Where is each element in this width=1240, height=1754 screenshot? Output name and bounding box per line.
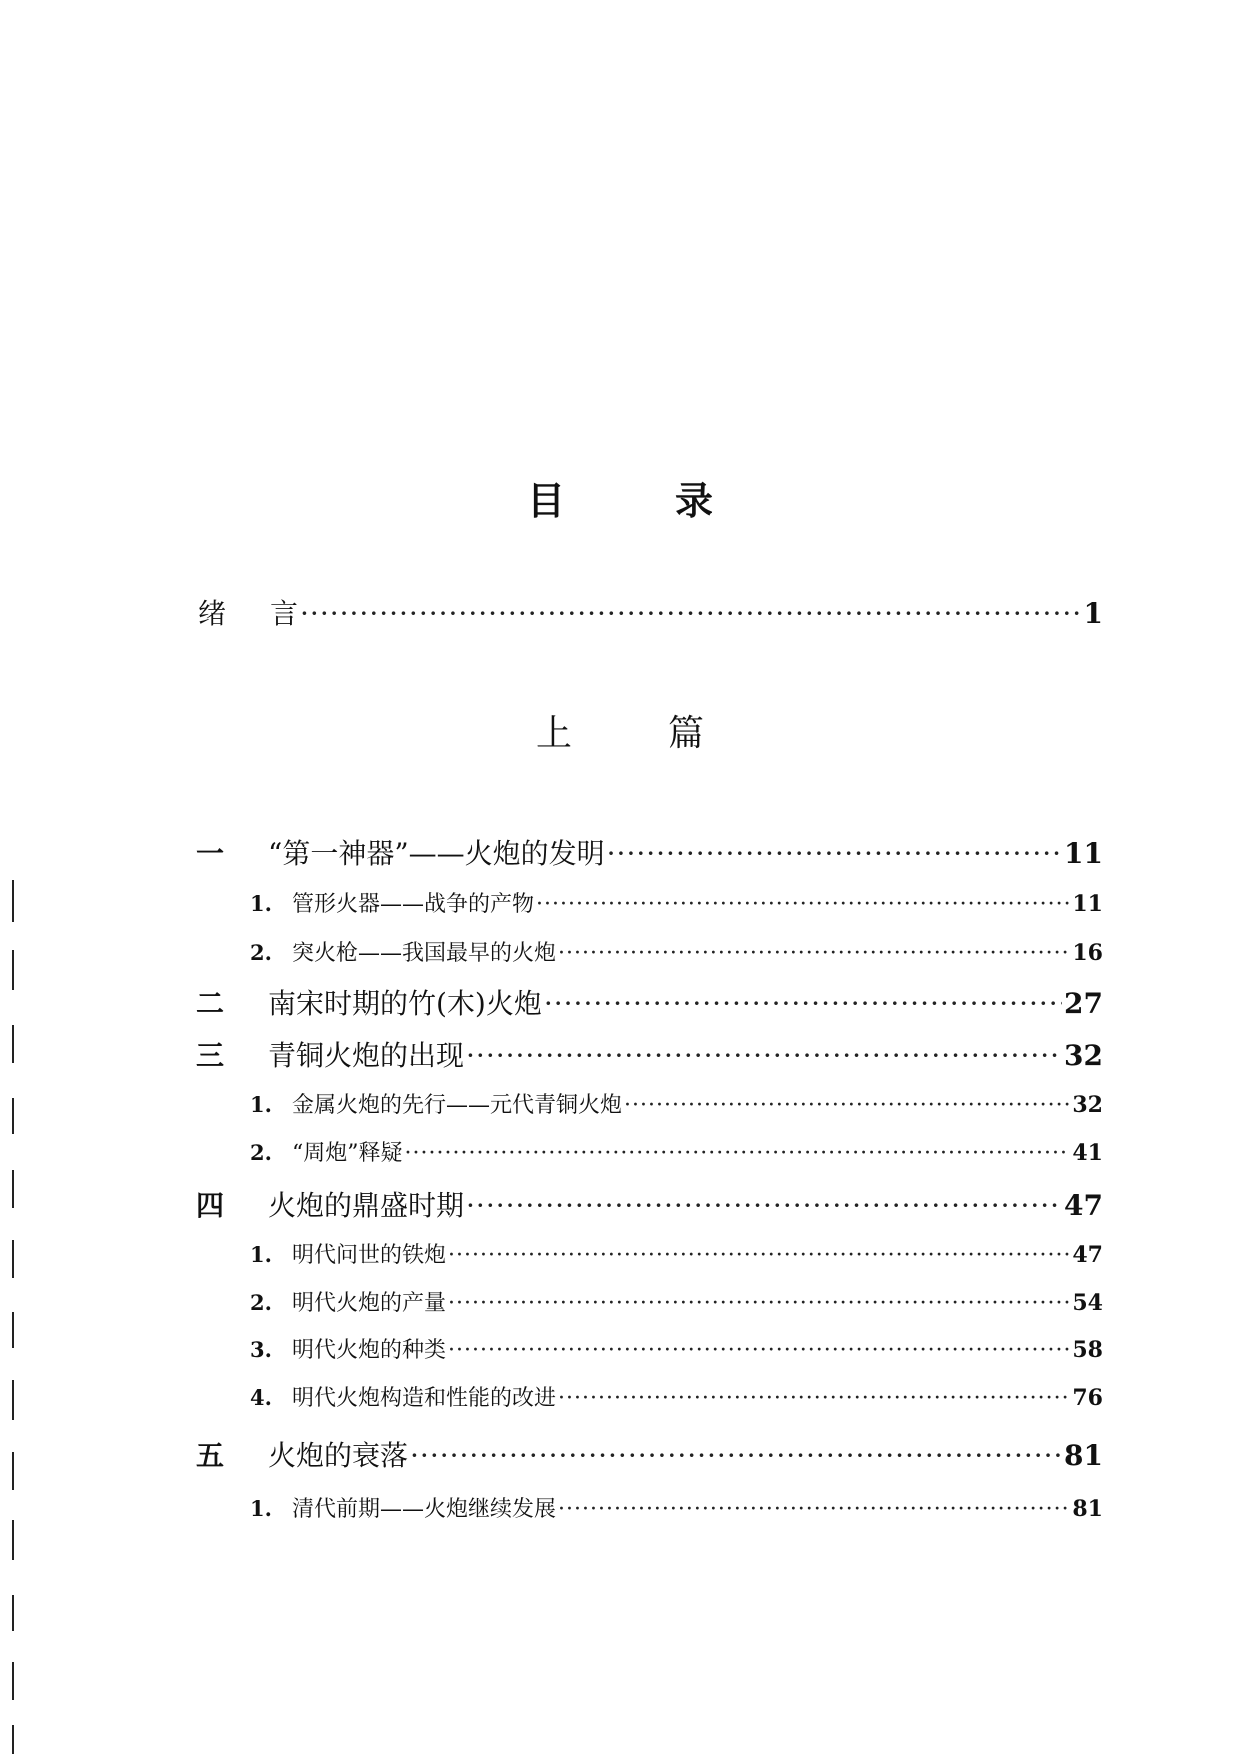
dot-leader	[558, 941, 1070, 966]
page-number: 81	[1072, 1496, 1103, 1522]
toc-entry-subsection	[250, 1136, 1103, 1167]
scan-edge-mark	[12, 1025, 14, 1063]
toc-entry-subsection	[250, 887, 1103, 918]
entry-number: 2.	[250, 1290, 272, 1315]
scan-edge-mark	[12, 950, 14, 990]
entry-title: 明代问世的铁炮	[292, 1243, 447, 1268]
title-char-1: 目	[526, 479, 565, 523]
toc-entry-chapter	[196, 1034, 1103, 1074]
toc-entry-chapter	[196, 1184, 1103, 1224]
page-number: 16	[1072, 940, 1103, 966]
entry-number: 二	[196, 987, 225, 1020]
page-number: 47	[1072, 1242, 1103, 1268]
entry-number: 四	[196, 1189, 225, 1222]
page-title	[0, 470, 1240, 525]
toc-entry-subsection	[250, 936, 1103, 967]
dot-leader	[624, 1093, 1070, 1118]
entry-title: 金属火炮的先行——元代青铜火炮	[292, 1093, 623, 1118]
toc-entry-intro	[198, 592, 1103, 632]
entry-title: 明代火炮的产量	[292, 1291, 447, 1316]
page-number: 11	[1072, 891, 1103, 917]
section-heading	[0, 705, 1240, 756]
entry-number: 五	[196, 1439, 225, 1472]
page-number: 41	[1072, 1140, 1103, 1166]
dot-leader	[558, 1386, 1070, 1411]
scan-edge-mark	[12, 1312, 14, 1348]
title-char-2: 录	[675, 479, 714, 523]
dot-leader	[448, 1243, 1070, 1268]
toc-entry-subsection	[250, 1238, 1103, 1269]
toc-entry-chapter	[196, 832, 1103, 872]
section-char-2: 篇	[668, 713, 705, 754]
scan-edge-mark	[12, 1520, 14, 1560]
entry-title: 南宋时期的竹(木)火炮	[268, 987, 542, 1020]
toc-entry-subsection	[250, 1381, 1103, 1412]
entry-number: 1.	[250, 1092, 272, 1117]
page-number: 32	[1064, 1039, 1103, 1072]
section-char-1: 上	[535, 713, 572, 754]
toc-entry-subsection	[250, 1088, 1103, 1119]
entry-number: 3.	[250, 1337, 272, 1362]
entry-number: 2.	[250, 940, 272, 965]
page-number: 54	[1072, 1290, 1103, 1316]
dot-leader	[536, 892, 1070, 917]
scan-edge-mark	[12, 1595, 14, 1631]
page-number: 76	[1072, 1385, 1103, 1411]
page-number: 58	[1072, 1337, 1103, 1363]
page-number: 11	[1064, 837, 1103, 870]
scan-edge-mark	[12, 880, 14, 922]
toc-entry-subsection	[250, 1333, 1103, 1364]
intro-label-char-2: 言	[270, 597, 299, 630]
entry-title: 火炮的鼎盛时期	[268, 1189, 465, 1222]
dot-leader	[300, 597, 1082, 630]
dot-leader	[448, 1338, 1070, 1363]
scan-edge-mark	[12, 1725, 14, 1754]
entry-title: 管形火器——战争的产物	[292, 892, 535, 917]
toc-entry-subsection	[250, 1492, 1103, 1523]
dot-leader	[410, 1439, 1062, 1472]
scan-edge-mark	[12, 1662, 14, 1700]
scan-edge-mark	[12, 1452, 14, 1490]
entry-number: 1.	[250, 891, 272, 916]
entry-number: 4.	[250, 1385, 272, 1410]
entry-title: 明代火炮的种类	[292, 1338, 447, 1363]
toc-entry-chapter	[196, 1434, 1103, 1474]
scan-edge-mark	[12, 1380, 14, 1420]
dot-leader	[466, 1039, 1062, 1072]
entry-number: 三	[196, 1039, 225, 1072]
entry-title: 突火枪——我国最早的火炮	[292, 941, 557, 966]
dot-leader	[607, 837, 1062, 870]
toc-entry-subsection	[250, 1286, 1103, 1317]
entry-title: 清代前期——火炮继续发展	[292, 1497, 557, 1522]
dot-leader	[544, 987, 1062, 1020]
page-number: 47	[1064, 1189, 1103, 1222]
scan-edge-mark	[12, 1170, 14, 1208]
entry-number: 1.	[250, 1496, 272, 1521]
entry-title: “周炮”释疑	[292, 1141, 403, 1166]
scan-edge-mark	[12, 1240, 14, 1278]
dot-leader	[466, 1189, 1062, 1222]
entry-title: 火炮的衰落	[268, 1439, 409, 1472]
entry-number: 2.	[250, 1140, 272, 1165]
entry-title: “第一神器”——火炮的发明	[268, 837, 605, 870]
dot-leader	[448, 1291, 1070, 1316]
entry-title: 明代火炮构造和性能的改进	[292, 1386, 557, 1411]
toc-entry-chapter	[196, 982, 1103, 1022]
page-number: 81	[1064, 1439, 1103, 1472]
dot-leader	[558, 1497, 1070, 1522]
page-number: 27	[1064, 987, 1103, 1020]
page-number: 1	[1083, 597, 1103, 630]
intro-label-char-1: 绪	[198, 597, 227, 630]
dot-leader	[405, 1141, 1071, 1166]
entry-title: 青铜火炮的出现	[268, 1039, 465, 1072]
page-number: 32	[1072, 1092, 1103, 1118]
entry-number: 1.	[250, 1242, 272, 1267]
scan-edge-mark	[12, 1098, 14, 1134]
entry-number: 一	[196, 837, 225, 870]
